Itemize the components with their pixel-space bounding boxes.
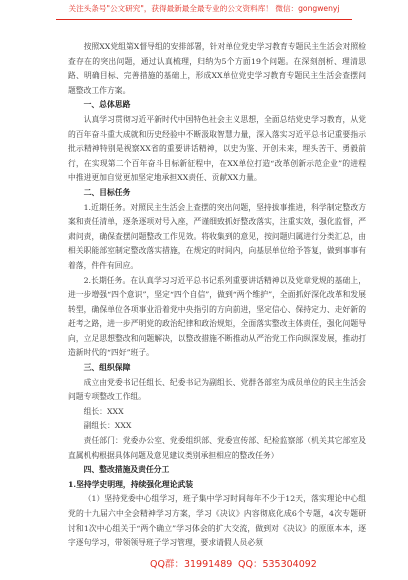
intro-paragraph: 按照XX党组第X督导组的安排部署，针对单位党史学习教育专题民主生活会对照检查存在的突出问题，通过认真梳理，归纳为5个方面19个问题。在深刻剖析、理清思路、明确目标、完善措施的基础上，形成XX单位党史学习教育专题民主生活会查摆问题整改工作方案。: [68, 42, 366, 95]
qq-number-text: QQ：535304092: [238, 559, 317, 570]
document-body: [68, 40, 366, 551]
overall-thinking-paragraph: 认真学习贯彻习近平新时代中国特色社会主义思想，全面总结党史学习教育，从党的百年奋斗重大成就和历史经验中不断汲取智慧力量，深入落实习近平总书记重要指示批示精神特别是视察XX省的重要讲话精神，以史为鉴、开创未来，埋头苦干、勇毅前行，在实现第二个百年奋斗目标新征程中，在XX单位打造“改革创新示范企业”的进程中推进更加自觉更加坚定地承担XX责任、贡献XX力量。: [68, 114, 366, 183]
theory-study-paragraph: （1）坚持党委中心组学习，班子集中学习时间每年不少于12天，落实理论中心组党的十九届六中全会精神学习方案，学习《决议》内容彻底化成6个专题，4次专题研讨和1次中心组关于“两个确立”学习体会的扩大交流，做到对《决议》的原原本本，逐字逐句学习，带领领导班子学习管理，要求请假人员必须: [68, 494, 366, 548]
subheading-theory-study: 1.坚持学史明理，持续强化理论武装: [68, 479, 194, 489]
section-heading-measures: 四、整改措施及责任分工: [83, 465, 170, 475]
banner-divider: [56, 19, 352, 20]
organization-paragraph: 成立由党委书记任组长、纪委书记为副组长、党群各部室为成员单位的民主生活会问题专项整改工作组。: [68, 377, 366, 402]
team-leader-line: 组长：XXX: [83, 406, 124, 416]
banner-text: 关注头条号"公文研究"，获得最新最全最专业的公文资料库！ 微信：gongwenyj: [68, 4, 340, 13]
qq-group-text: QQ群：31991489: [150, 559, 233, 570]
header-banner: [0, 0, 408, 18]
long-term-task-paragraph: 2.长期任务。在认真学习习近平总书记系列重要讲话精神以及党章党规的基础上，进一步增强“四个意识”，坚定“四个自信”，做到“两个维护”，全面抓好深化改革和发展转型，确保单位各项事业沿着党中央指引的方向前进，坚定信心、保持定力、走好新的赶考之路，进一步严明党的政治纪律和政治规矩，全面落实整改主体责任，强化问题导向，立足思想整改和问题解决，以整改措施不断推动从严治党工作向纵深发展，推动打造新时代的“四好”班子。: [68, 275, 366, 358]
deputy-leader-line: 副组长：XXX: [83, 421, 132, 431]
responsible-departments-paragraph: 责任部门：党委办公室、党委组织部、党委宣传部、纪检监察部（机关其它部室及直属机构根据具体问题及意见建议类别承担相应的整改任务）: [68, 436, 366, 460]
section-heading-goals: 二、目标任务: [83, 187, 131, 197]
section-heading-organization: 三、组织保障: [83, 363, 131, 373]
footer-contact-bar: [0, 556, 408, 574]
section-heading-overall-thinking: 一、总体思路: [83, 100, 131, 110]
short-term-task-paragraph: 1.近期任务。对照民主生活会上查摆的突出问题，坚持拔事推进，科学制定整改方案和责任清单，逐条逐项对号入座，严谨细致抓好整改落实，注重实效，强化监督，严肃问责，确保查摆问题整改工作见效。将收集到的意见，按问题归属进行分类汇总，由相关职能部室制定整改落实措施，在规定的时间内，向基层单位给予答复，做到事事有着落，件件有回应。: [68, 202, 366, 270]
